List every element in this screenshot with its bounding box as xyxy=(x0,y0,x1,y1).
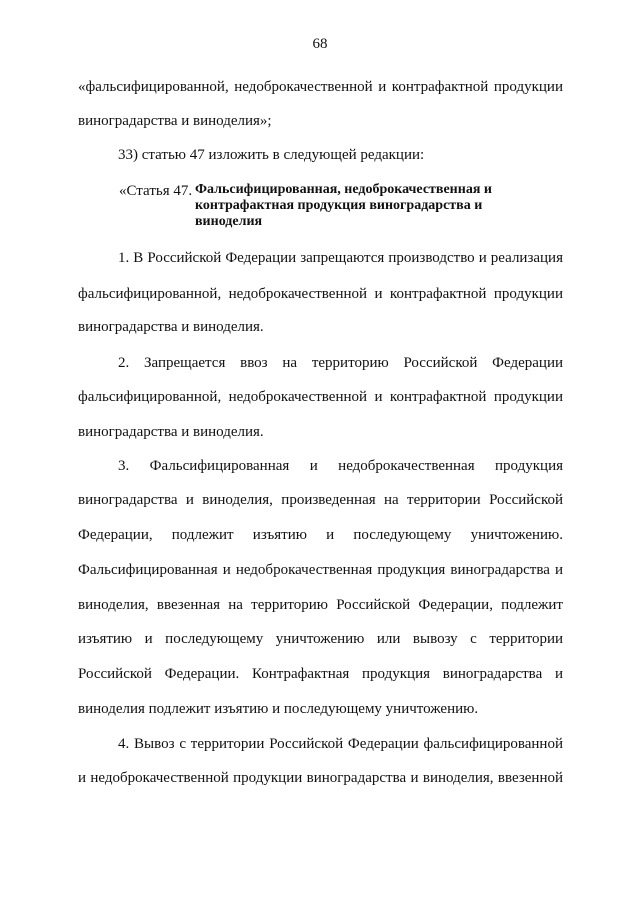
text-line: 2. Запрещается ввоз на территорию Российской Федерации xyxy=(118,355,563,371)
text-line: 3. Фальсифицированная и недоброкачественная продукция xyxy=(118,458,563,474)
article-title: Фальсифицированная, недоброкачественная и контрафактная продукция виноградарства и виноделия xyxy=(195,182,492,229)
page-number: 68 xyxy=(312,36,328,52)
text-line: виноградарства и виноделия»; xyxy=(78,113,272,129)
text-line: Федерации, подлежит изъятию и последующему уничтожению. xyxy=(78,527,563,543)
text-line: виноделия, ввезенная на территорию Российской Федерации, подлежит xyxy=(78,597,563,613)
text-line: фальсифицированной, недоброкачественной и контрафактной продукции xyxy=(78,389,563,405)
text-line: 1. В Российской Федерации запрещаются производство и реализация xyxy=(118,250,563,266)
text-line: 33) статью 47 изложить в следующей редакции: xyxy=(118,147,425,163)
text-line: «фальсифицированной, недоброкачественной и контрафактной продукции xyxy=(78,79,563,95)
text-line: изъятию и последующему уничтожению или вывозу с территории xyxy=(78,631,563,647)
text-line: фальсифицированной, недоброкачественной и контрафактной продукции xyxy=(78,286,563,302)
text-line: виноградарства и виноделия. xyxy=(78,424,264,440)
article-label: «Статья 47. xyxy=(119,183,193,199)
text-line: виноградарства и виноделия, произведенная на территории Российской xyxy=(78,492,563,508)
text-line: и недоброкачественной продукции виноградарства и виноделия, ввезенной xyxy=(78,770,563,786)
text-line: Российской Федерации. Контрафактная продукция виноградарства и xyxy=(78,666,563,682)
text-line: виноделия подлежит изъятию и последующему уничтожению. xyxy=(78,701,479,717)
text-line: Фальсифицированная и недоброкачественная продукция виноградарства и xyxy=(78,562,563,578)
text-line: 4. Вывоз с территории Российской Федерации фальсифицированной xyxy=(118,736,563,752)
text-line: виноградарства и виноделия. xyxy=(78,319,264,335)
